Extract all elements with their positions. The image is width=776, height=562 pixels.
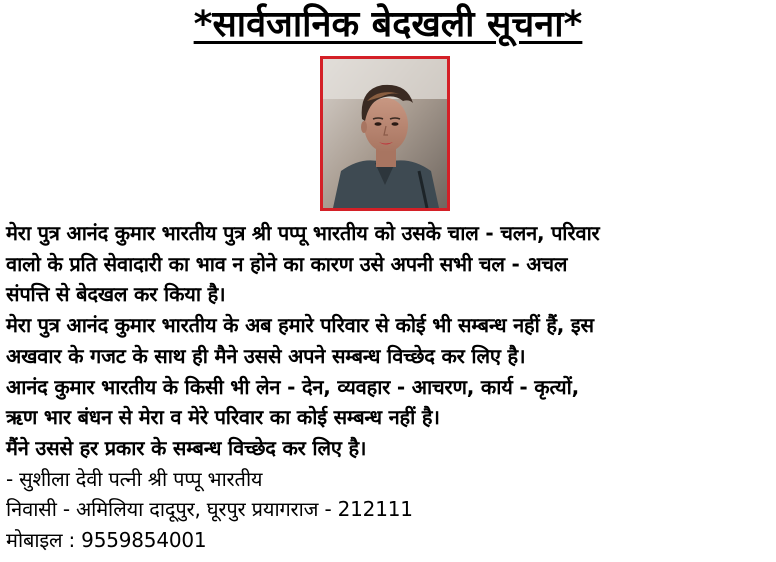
paragraph-line: ऋण भार बंधन से मेरा व मेरे परिवार का कोई सम्बन्ध नहीं है।: [6, 405, 440, 430]
notice-title-text: *सार्वजानिक बेदखली सूचना*: [193, 4, 583, 45]
paragraph-line: संपत्ति से बेदखल कर किया है।: [6, 282, 226, 307]
notice-title: [0, 2, 776, 48]
paragraph-line: अखवार के गजट के साथ ही मैने उससे अपने सम्बन्ध विच्छेद कर लिए है।: [6, 343, 526, 368]
paragraph-line: मेरा पुत्र आनंद कुमार भारतीय पुत्र श्री पप्पू भारतीय को उसके चाल - चलन, परिवार: [6, 221, 600, 245]
paragraph-line: वालो के प्रति सेवादारी का भाव न होने का कारण उसे अपनी सभी चल - अचल: [6, 251, 568, 276]
paragraph-line: आनंद कुमार भारतीय के किसी भी लेन - देन, व्यवहार - आचरण, कार्य - कृत्यों,: [6, 374, 580, 399]
paragraph-line: मैंने उससे हर प्रकार के सम्बन्ध विच्छेद कर लिए है।: [6, 435, 367, 460]
notice-body: [6, 218, 772, 556]
portrait-photo: [320, 56, 450, 211]
portrait-photo-image: [323, 59, 447, 208]
paragraph-line: मेरा पुत्र आनंद कुमार भारतीय के अब हमारे परिवार से कोई भी सम्बन्ध नहीं हैं, इस: [6, 313, 594, 338]
signature-mobile: मोबाइल : 9559854001: [6, 528, 207, 553]
signature-address: निवासी - अमिलिया दादूपुर, घूरपुर प्रयागराज - 212111: [6, 497, 413, 522]
signature-name: - सुशीला देवी पत्नी श्री पप्पू भारतीय: [6, 466, 263, 491]
